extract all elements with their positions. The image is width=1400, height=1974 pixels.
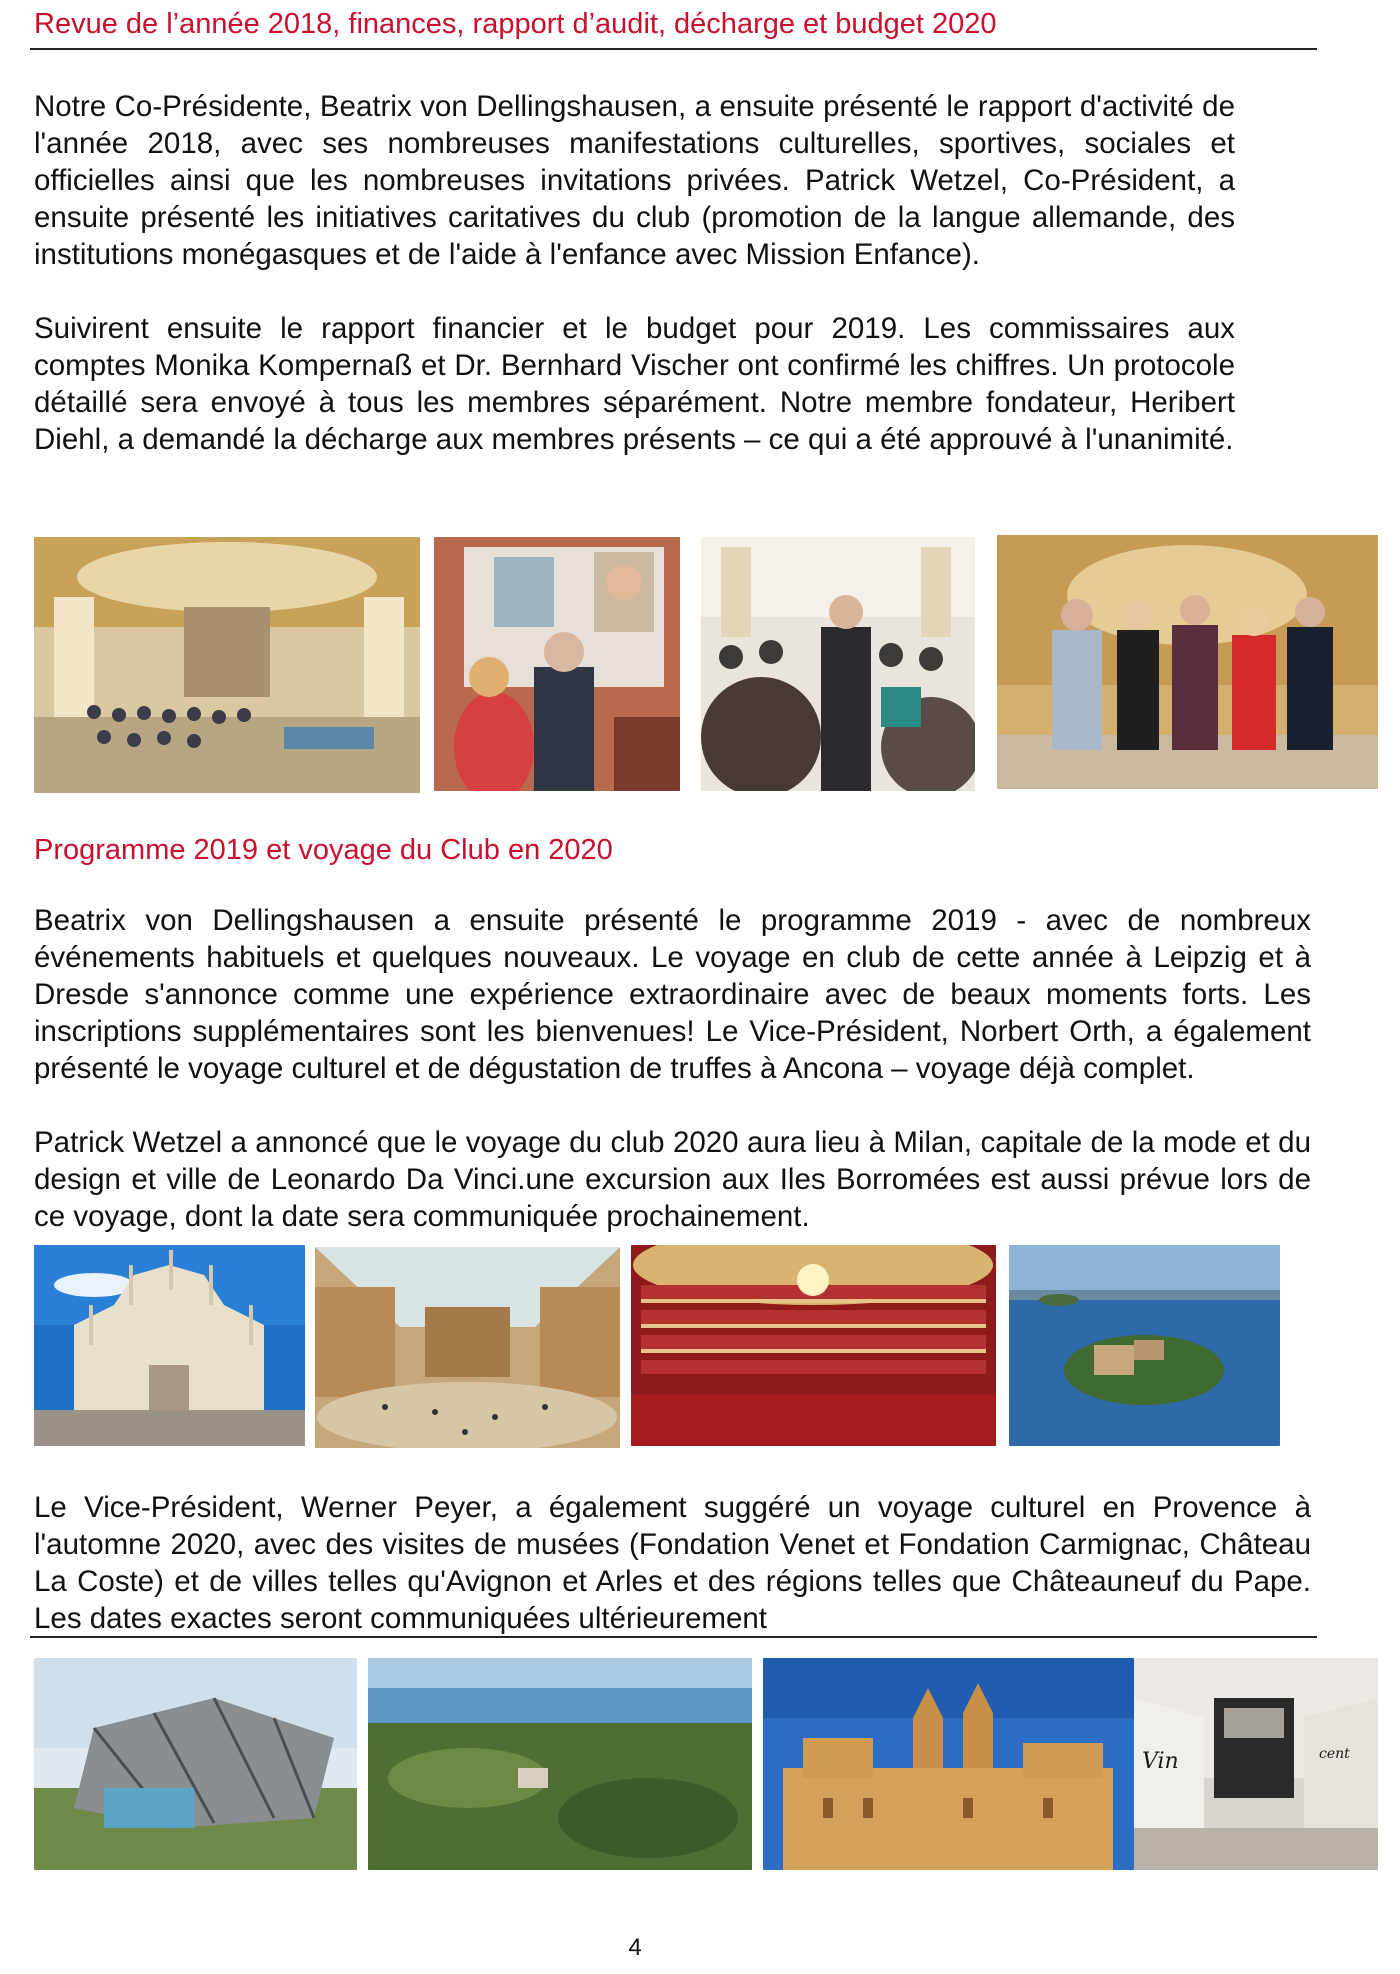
borromean-island-photo: [1009, 1245, 1280, 1446]
provence-landscape-photo: [368, 1658, 752, 1870]
page-number: 4: [628, 1934, 642, 1961]
paragraph-programme-2019: Beatrix von Dellingshausen a ensuite présenté le programme 2019 - avec de nombreux événements habituels et quelques nouveaux. Le voyage en club de cette année à Leipzig et à Dresde s'annonce comme une expérience extraordinaire avec de beaux moments forts. Les inscriptions supplémentaires sont les bienvenues! Le Vice-Président, Norbert Orth, a également présenté le voyage culturel et de dégustation de truffes à Ancona – voyage déjà complet.: [34, 904, 1311, 1085]
avignon-palace-photo: [763, 1658, 1134, 1870]
paragraph-financial-report: Suivirent ensuite le rapport financier et le budget pour 2019. Les commissaires aux comptes Monika Kompernaß et Dr. Bernhard Vischer ont confirmé les chiffres. Un protocole détaillé sera envoyé à tous les membres séparément. Notre membre fondateur, Heribert Diehl, a demandé la décharge aux membres présents – ce qui a été approuvé à l'unanimité.: [34, 312, 1235, 456]
svg-text:cent: cent: [1319, 1746, 1350, 1762]
paragraph-activity-report: Notre Co-Présidente, Beatrix von Dellingshausen, a ensuite présenté le rapport d'activité de l'année 2018, avec ses nombreuses manifestations culturelles, sportives, sociales et officielles ainsi que les nombreuses invitations privées. Patrick Wetzel, Co-Président, a ensuite présenté les initiatives caritatives du club (promotion de la langue allemande, des institutions monégasques et de l'aide à l'enfance avec Mission Enfance).: [34, 90, 1235, 271]
chateau-la-coste-pavilion-photo: [34, 1658, 357, 1870]
speaker-presentation-photo: [434, 537, 680, 791]
heading-underline: [30, 48, 1317, 50]
section-heading-programme-2019: Programme 2019 et voyage du Club en 2020: [34, 834, 613, 866]
milan-cathedral-photo: [34, 1245, 305, 1446]
galleria-photo: [315, 1247, 620, 1448]
meeting-hall-photo: [34, 537, 420, 793]
vineyard-museum-photo: [1134, 1658, 1378, 1870]
la-scala-photo: [631, 1245, 996, 1446]
board-group-photo: [997, 535, 1378, 789]
section-heading-review-2018: Revue de l’année 2018, finances, rapport d’audit, décharge et budget 2020: [34, 8, 997, 40]
section-divider: [30, 1636, 1317, 1638]
paragraph-milan-trip: Patrick Wetzel a annoncé que le voyage du club 2020 aura lieu à Milan, capitale de la mode et du design et ville de Leonardo Da Vinci.une excursion aux Iles Borromées est aussi prévue lors de ce voyage, dont la date sera communiquée prochainement.: [34, 1126, 1311, 1233]
audience-question-photo: [701, 537, 975, 791]
svg-text:Vin: Vin: [1142, 1749, 1179, 1774]
paragraph-provence-trip: Le Vice-Président, Werner Peyer, a également suggéré un voyage culturel en Provence à l'automne 2020, avec des visites de musées (Fondation Venet et Fondation Carmignac, Château La Coste) et de villes telles qu'Avignon et Arles et des régions telles que Châteauneuf du Pape. Les dates exactes seront communiquées ultérieurement: [34, 1491, 1311, 1635]
